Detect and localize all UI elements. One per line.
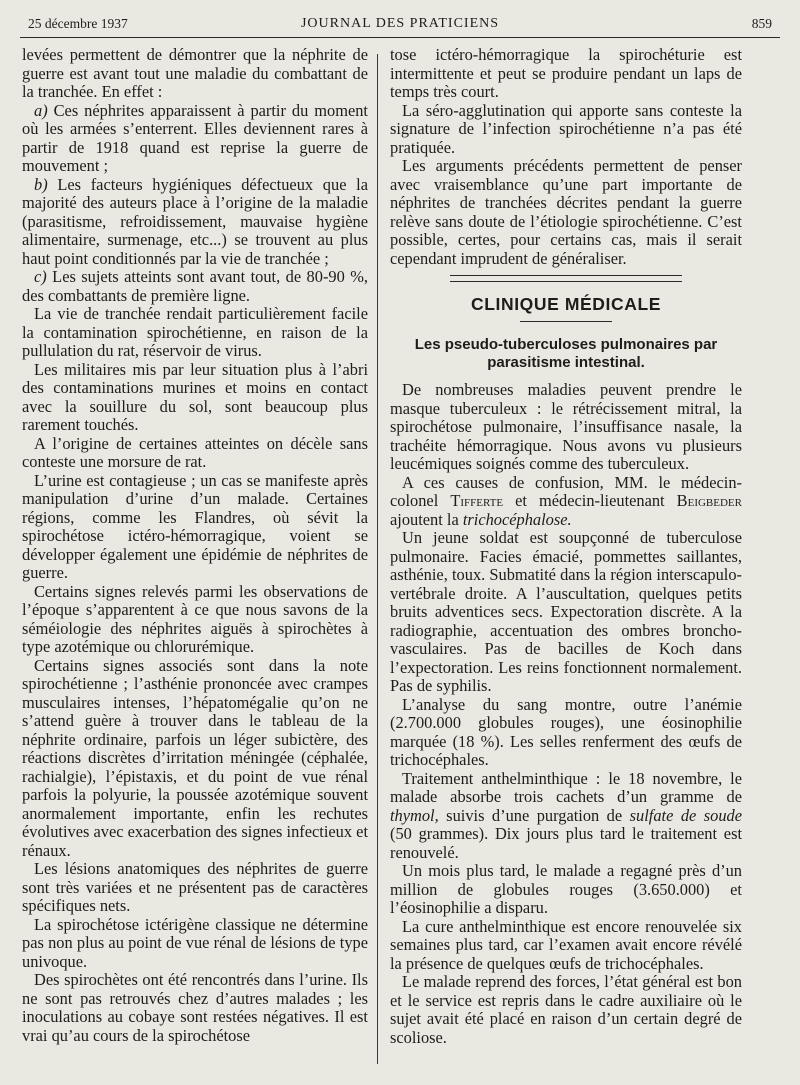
- paragraph-text: ajoutent la: [390, 509, 463, 529]
- left-column: [22, 46, 368, 1045]
- paragraph: Un mois plus tard, le malade a regagné près d’un million de globules rouges (3.650.000) et l’éosinophilie a disparu.: [390, 861, 742, 917]
- paragraph-text: (50 grammes). Dix jours plus tard le traitement est renouvelé.: [390, 824, 742, 862]
- section-underline: [520, 321, 612, 322]
- paragraph: levées permettent de démontrer que la néphrite de guerre est avant tout une maladie du combattant de la tranchée. En effet :: [22, 45, 368, 101]
- right-column: [390, 46, 742, 1047]
- paragraph: La spirochétose ictérigène classique ne détermine pas non plus au point de vue rénal de lésions de type univoque.: [22, 914, 368, 971]
- paragraph: A l’origine de certaines atteintes on décèle sans conteste une morsure de rat.: [22, 433, 368, 471]
- section-double-rule: [450, 275, 682, 282]
- paragraph: Un jeune soldat est soupçonné de tuberculose pulmonaire. Facies émacié, pommettes saillantes, asthénie, toux. Submatité dans la région interscapulo-vertébrale droite. A l’auscultation, quelques petits bruits adventices secs. Expectoration discrète. A la radiographie, accentuation des ombres broncho-vasculaires. Pas de bacilles de Koch dans l’expectoration. Les reins fonctionnent normalement. Pas de syphilis.: [390, 528, 742, 695]
- paragraph: [22, 176, 368, 269]
- author-name: Tifferte: [450, 491, 504, 510]
- paragraph-text: Les facteurs hygiéniques défectueux que la majorité des auteurs place à l’origine de la maladie (parasitisme, refroidissement, mauvaise hygiène alimentaire, surmenage, etc...) se trouvent au plus haut point conditionnés par la vie de tranchée ;: [22, 174, 368, 268]
- author-name: Beigbeder: [676, 491, 742, 510]
- paragraph-text: suivis d’une purgation de: [438, 805, 630, 825]
- list-label: c): [34, 267, 47, 286]
- paragraph: Des spirochètes ont été rencontrés dans l’urine. Ils ne sont pas retrouvés chez d’autres malades ; les inoculations au cobaye sont restées négatives. Il est vrai qu’au cours de la spirochétose: [22, 970, 368, 1045]
- italic-term: trichocéphalose.: [462, 509, 572, 529]
- article-title: Les pseudo-tuberculoses pulmonaires par parasitisme intestinal.: [414, 336, 718, 371]
- paragraph: La cure anthelminthique est encore renouvelée six semaines plus tard, car l’examen avait encore révélé la présence de quelques œufs de trichocéphales.: [390, 916, 742, 973]
- italic-term: thymol,: [390, 805, 439, 825]
- paragraph-text: et médecin-lieutenant: [503, 491, 677, 510]
- paragraph: [390, 474, 742, 530]
- paragraph: [22, 102, 368, 176]
- paragraph: De nombreuses maladies peuvent prendre le masque tuberculeux : le rétrécissement mitral, la spirochétose pulmonaire, l’insuffisance nasale, la trachéite hémorragique. Nous avons vu plusieurs leucémiques soignés comme des tuberculeux.: [390, 380, 742, 473]
- paragraph: [22, 268, 368, 305]
- list-label: a): [34, 100, 48, 120]
- page-number: 859: [751, 16, 772, 31]
- list-label: b): [34, 174, 48, 194]
- italic-term: sulfate de soude: [629, 805, 742, 825]
- paragraph: Les militaires mis par leur situation plus à l’abri des contaminations murines et moins en contact avec la souillure du sol, sont beaucoup plus rarement touchés.: [22, 359, 368, 434]
- paragraph-text: Ces néphrites apparaissent à partir du moment où les armées s’enterrent. Elles deviennent rares à partir de 1918 quand est reprise la guerre de mouvement ;: [22, 100, 368, 175]
- paragraph: [390, 770, 742, 863]
- paragraph: Les arguments précédents permettent de penser avec vraisemblance qu’une part importante de néphrites de tranchées décrites pendant la guerre relève sans doute de l’étiologie spirochétienne. C’est possible, certes, pour certains cas, mais il serait cependant imprudent de généraliser.: [390, 156, 742, 268]
- paragraph: L’urine est contagieuse ; un cas se manifeste après manipulation d’urine d’un malade. Certaines régions, comme les Flandres, où sévit la spirochétose ictéro-hémorragique, voient se développer également une épidémie de néphrites de guerre.: [22, 470, 368, 582]
- paragraph: L’analyse du sang montre, outre l’anémie (2.700.000 globules rouges), une éosinophilie marquée (18 %). Les selles renferment des œufs de trichocéphales.: [390, 694, 742, 769]
- header-rule: [20, 37, 780, 38]
- paragraph: Certains signes relevés parmi les observations de l’époque s’apparentent à ce que nous savons de la séméiologie des néphrites aiguës à spirochètes à type azotémique ou chlorurémique.: [22, 581, 368, 656]
- paragraph-text: A ces causes de confusion, MM. le médecin-colonel: [390, 472, 742, 510]
- running-header: [28, 16, 772, 36]
- section-title: CLINIQUE MÉDICALE: [470, 294, 662, 314]
- paragraph: tose ictéro-hémorragique la spirochéturie est intermittente et peut se produire pendant un laps de temps très court.: [390, 45, 742, 101]
- header-date: 25 décembre 1937: [28, 16, 128, 31]
- paragraph: Les lésions anatomiques des néphrites de guerre sont très variées et ne présentent pas de caractères spécifiques nets.: [22, 859, 368, 915]
- paragraph: La vie de tranchée rendait particulièrement facile la contamination spirochétienne, en raison de la pullulation du rat, réservoir de virus.: [22, 304, 368, 360]
- paragraph-text: Traitement anthelminthique : le 18 novembre, le malade absorbe trois cachets d’un gramme de: [390, 768, 742, 806]
- paragraph: La séro-agglutination qui apporte sans conteste la signature de l’infection spirochétienne n’a pas été pratiquée.: [390, 100, 742, 157]
- paragraph-text: Les sujets atteints sont avant tout, de 80-90 %, des combattants de première ligne.: [22, 267, 368, 305]
- paragraph: Le malade reprend des forces, l’état général est bon et le service est repris dans le cadre auxiliaire où le sujet avait été placé en raison d’un certain degré de scoliose.: [390, 972, 742, 1047]
- paragraph: Certains signes associés sont dans la note spirochétienne ; l’asthénie prononcée avec crampes musculaires intenses, l’hépatomégalie qu’on ne s’attend guère à trouver dans le tableau de la néphrite ordinaire, parfois un léger subictère, des réactions discrètes d’irritation méningée (céphalée, rachialgie), l’épistaxis, et du point de vue rénal parfois la polyurie, la poussée azotémique souvent anormalement importante, enfin les rechutes évolutives avec exacerbation des signes infectieux et rénaux.: [22, 655, 368, 860]
- column-divider: [377, 54, 378, 1064]
- journal-title: JOURNAL DES PRATICIENS: [300, 16, 500, 31]
